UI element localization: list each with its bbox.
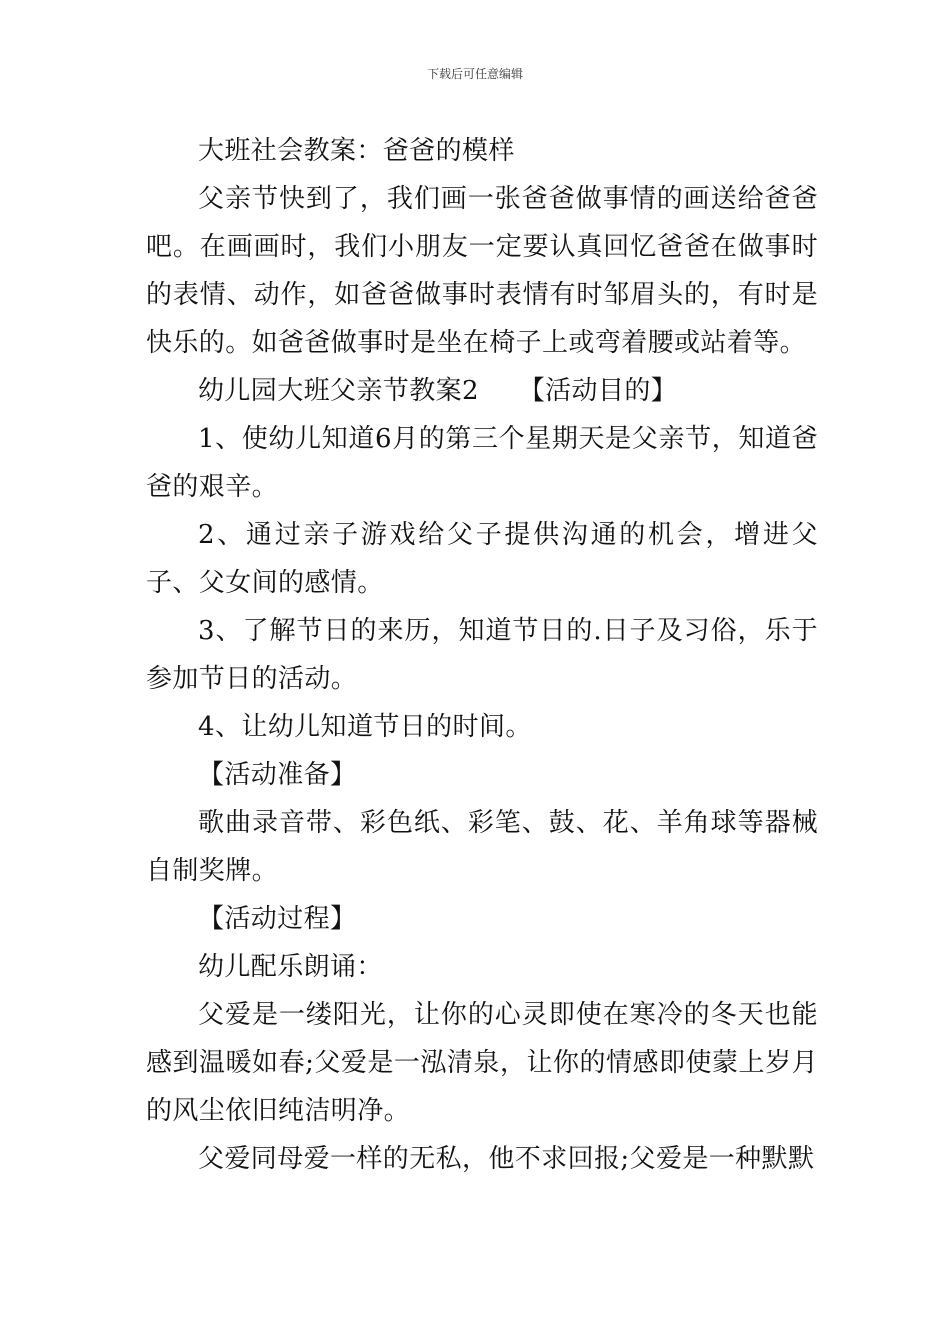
section-heading-preparation: 【活动准备】	[198, 760, 357, 790]
document-title: 大班社会教案：爸爸的模样	[198, 136, 515, 166]
preparation-text: 歌曲录音带、彩色纸、彩笔、鼓、花、羊角球等器械自制奖牌。	[146, 808, 818, 886]
header-note: 下载后可任意编辑	[426, 67, 523, 81]
document-body	[146, 127, 818, 1183]
recitation-paragraph-2: 父爱同母爱一样的无私，他不求回报;父爱是一种默默	[198, 1144, 815, 1174]
goal-item-2: 2、通过亲子游戏给父子提供沟通的机会，增进父子、父女间的感情。	[146, 520, 818, 598]
recitation-paragraph-1: 父爱是一缕阳光，让你的心灵即使在寒冷的冬天也能感到温暖如春;父爱是一泓清泉，让你的情感即使蒙上岁月的风尘依旧纯洁明净。	[146, 1000, 818, 1126]
process-intro: 幼儿配乐朗诵：	[198, 952, 383, 982]
section-heading-plan-2: 幼儿园大班父亲节教案2 【活动目的】	[198, 376, 678, 406]
goal-item-4: 4、让幼儿知道节日的时间。	[198, 712, 532, 742]
goal-item-1: 1、使幼儿知道6月的第三个星期天是父亲节，知道爸爸的艰辛。	[146, 424, 818, 502]
paragraph-intro: 父亲节快到了，我们画一张爸爸做事情的画送给爸爸吧。在画画时，我们小朋友一定要认真回忆爸爸在做事时的表情、动作，如爸爸做事时表情有时邹眉头的，有时是快乐的。如爸爸做事时是坐在椅子上或弯着腰或站着等。	[146, 184, 818, 358]
goal-item-3: 3、了解节日的来历，知道节日的.日子及习俗，乐于参加节日的活动。	[146, 616, 818, 694]
section-heading-process: 【活动过程】	[198, 904, 357, 934]
